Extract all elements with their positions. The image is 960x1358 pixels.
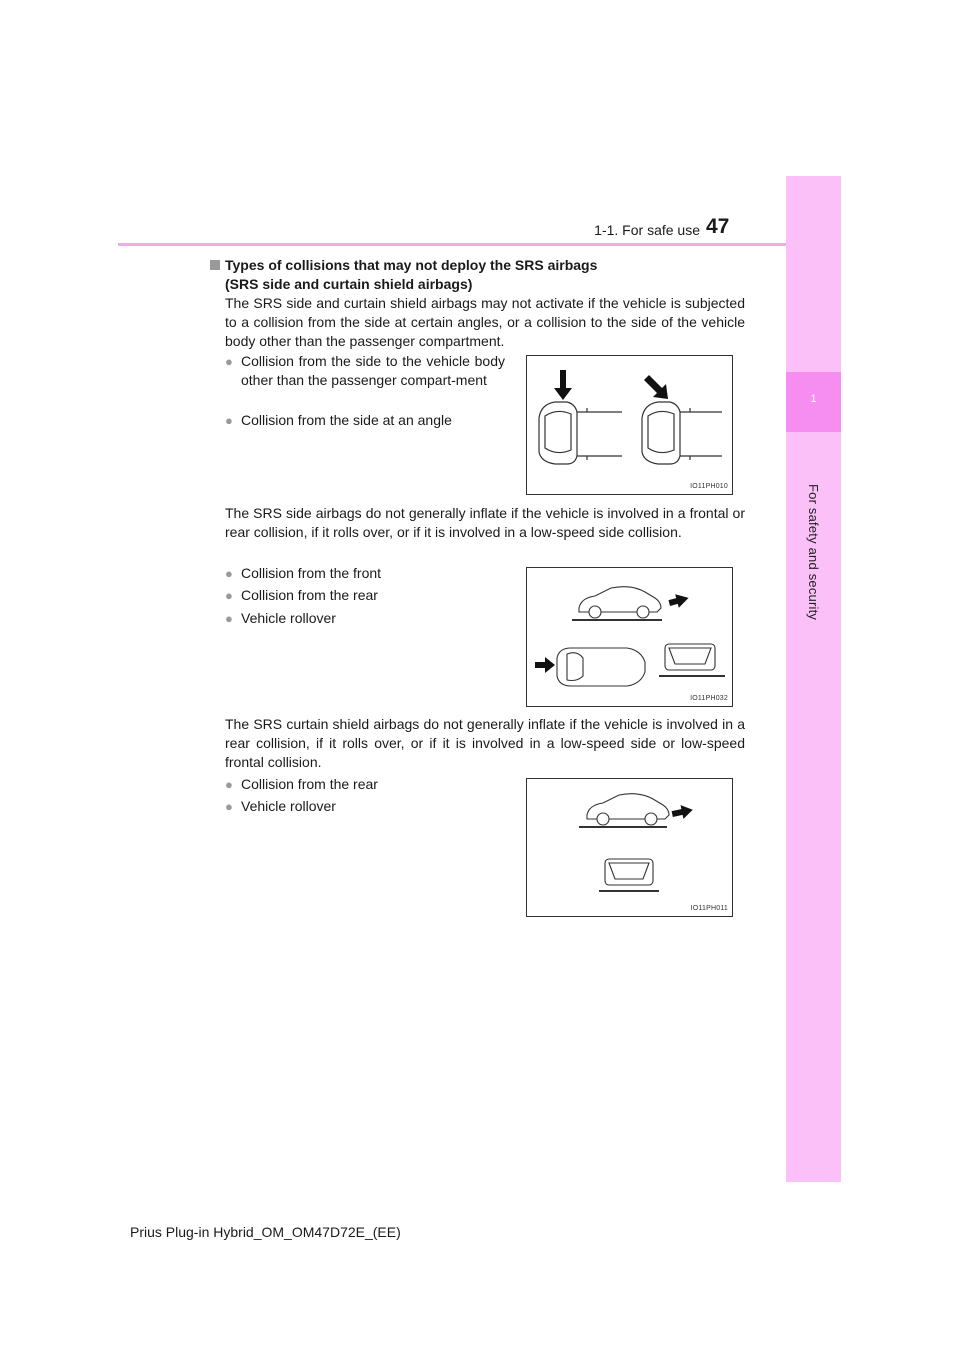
- document-footer: Prius Plug-in Hybrid_OM_OM47D72E_(EE): [130, 1224, 401, 1240]
- paragraph-curtain-airbags: The SRS curtain shield airbags do not generally inflate if the vehicle is involved in a rear collision, if it rolls over, or if it is involved in a low-speed side or low-speed frontal collision.: [225, 716, 745, 770]
- figure-code: IO11PH010: [690, 483, 728, 490]
- list-item: ● Vehicle rollover: [225, 798, 336, 814]
- bullet-icon: ●: [225, 413, 233, 428]
- heading-line-1: Types of collisions that may not deploy the SRS airbags: [225, 257, 598, 273]
- chapter-title-text: For safety and security: [806, 483, 821, 621]
- section-reference: 1-1. For safe use: [594, 222, 700, 238]
- list-item: ● Vehicle rollover: [225, 610, 336, 626]
- heading-square-icon: [210, 260, 220, 270]
- bullet-icon: ●: [225, 354, 233, 369]
- figure-front-rear-rollover: [526, 567, 733, 707]
- paragraph-side-curtain: The SRS side and curtain shield airbags may not activate if the vehicle is subjected to a collision from the side at certain angles, or a collision to the side of the vehicle body other than the passenger compartment.: [225, 295, 745, 349]
- chapter-number: 1: [810, 393, 817, 405]
- figure-code: IO11PH032: [690, 695, 728, 702]
- figure-rear-rollover: [526, 778, 733, 917]
- front-rear-rollover-illustration: [527, 568, 732, 706]
- list-item: ● Collision from the side to the vehicle body other than the passenger compart-ment: [225, 353, 505, 388]
- bullet-icon: ●: [225, 799, 233, 814]
- section-heading: [210, 256, 750, 294]
- figure-side-collision: [526, 355, 733, 495]
- page-number: 47: [706, 215, 730, 238]
- list-item: ● Collision from the rear: [225, 776, 378, 792]
- side-collision-illustration: [527, 356, 732, 494]
- paragraph-side-airbags: The SRS side airbags do not generally inflate if the vehicle is involved in a frontal or rear collision, if it rolls over, or if it is involved in a low-speed side collision.: [225, 505, 745, 540]
- chapter-title: [786, 432, 841, 672]
- list-item: ● Collision from the rear: [225, 587, 378, 603]
- bullet-icon: ●: [225, 611, 233, 626]
- rear-rollover-illustration: [527, 779, 732, 916]
- chapter-side-tab: [786, 176, 841, 1182]
- bullet-icon: ●: [225, 588, 233, 603]
- list-item: ● Collision from the front: [225, 565, 382, 581]
- heading-line-2: (SRS side and curtain shield airbags): [225, 276, 473, 292]
- list-item: ● Collision from the side at an angle: [225, 412, 452, 428]
- figure-code: IO11PH011: [690, 905, 728, 912]
- bullet-icon: ●: [225, 777, 233, 792]
- header-rule: [118, 243, 786, 246]
- bullet-icon: ●: [225, 566, 233, 581]
